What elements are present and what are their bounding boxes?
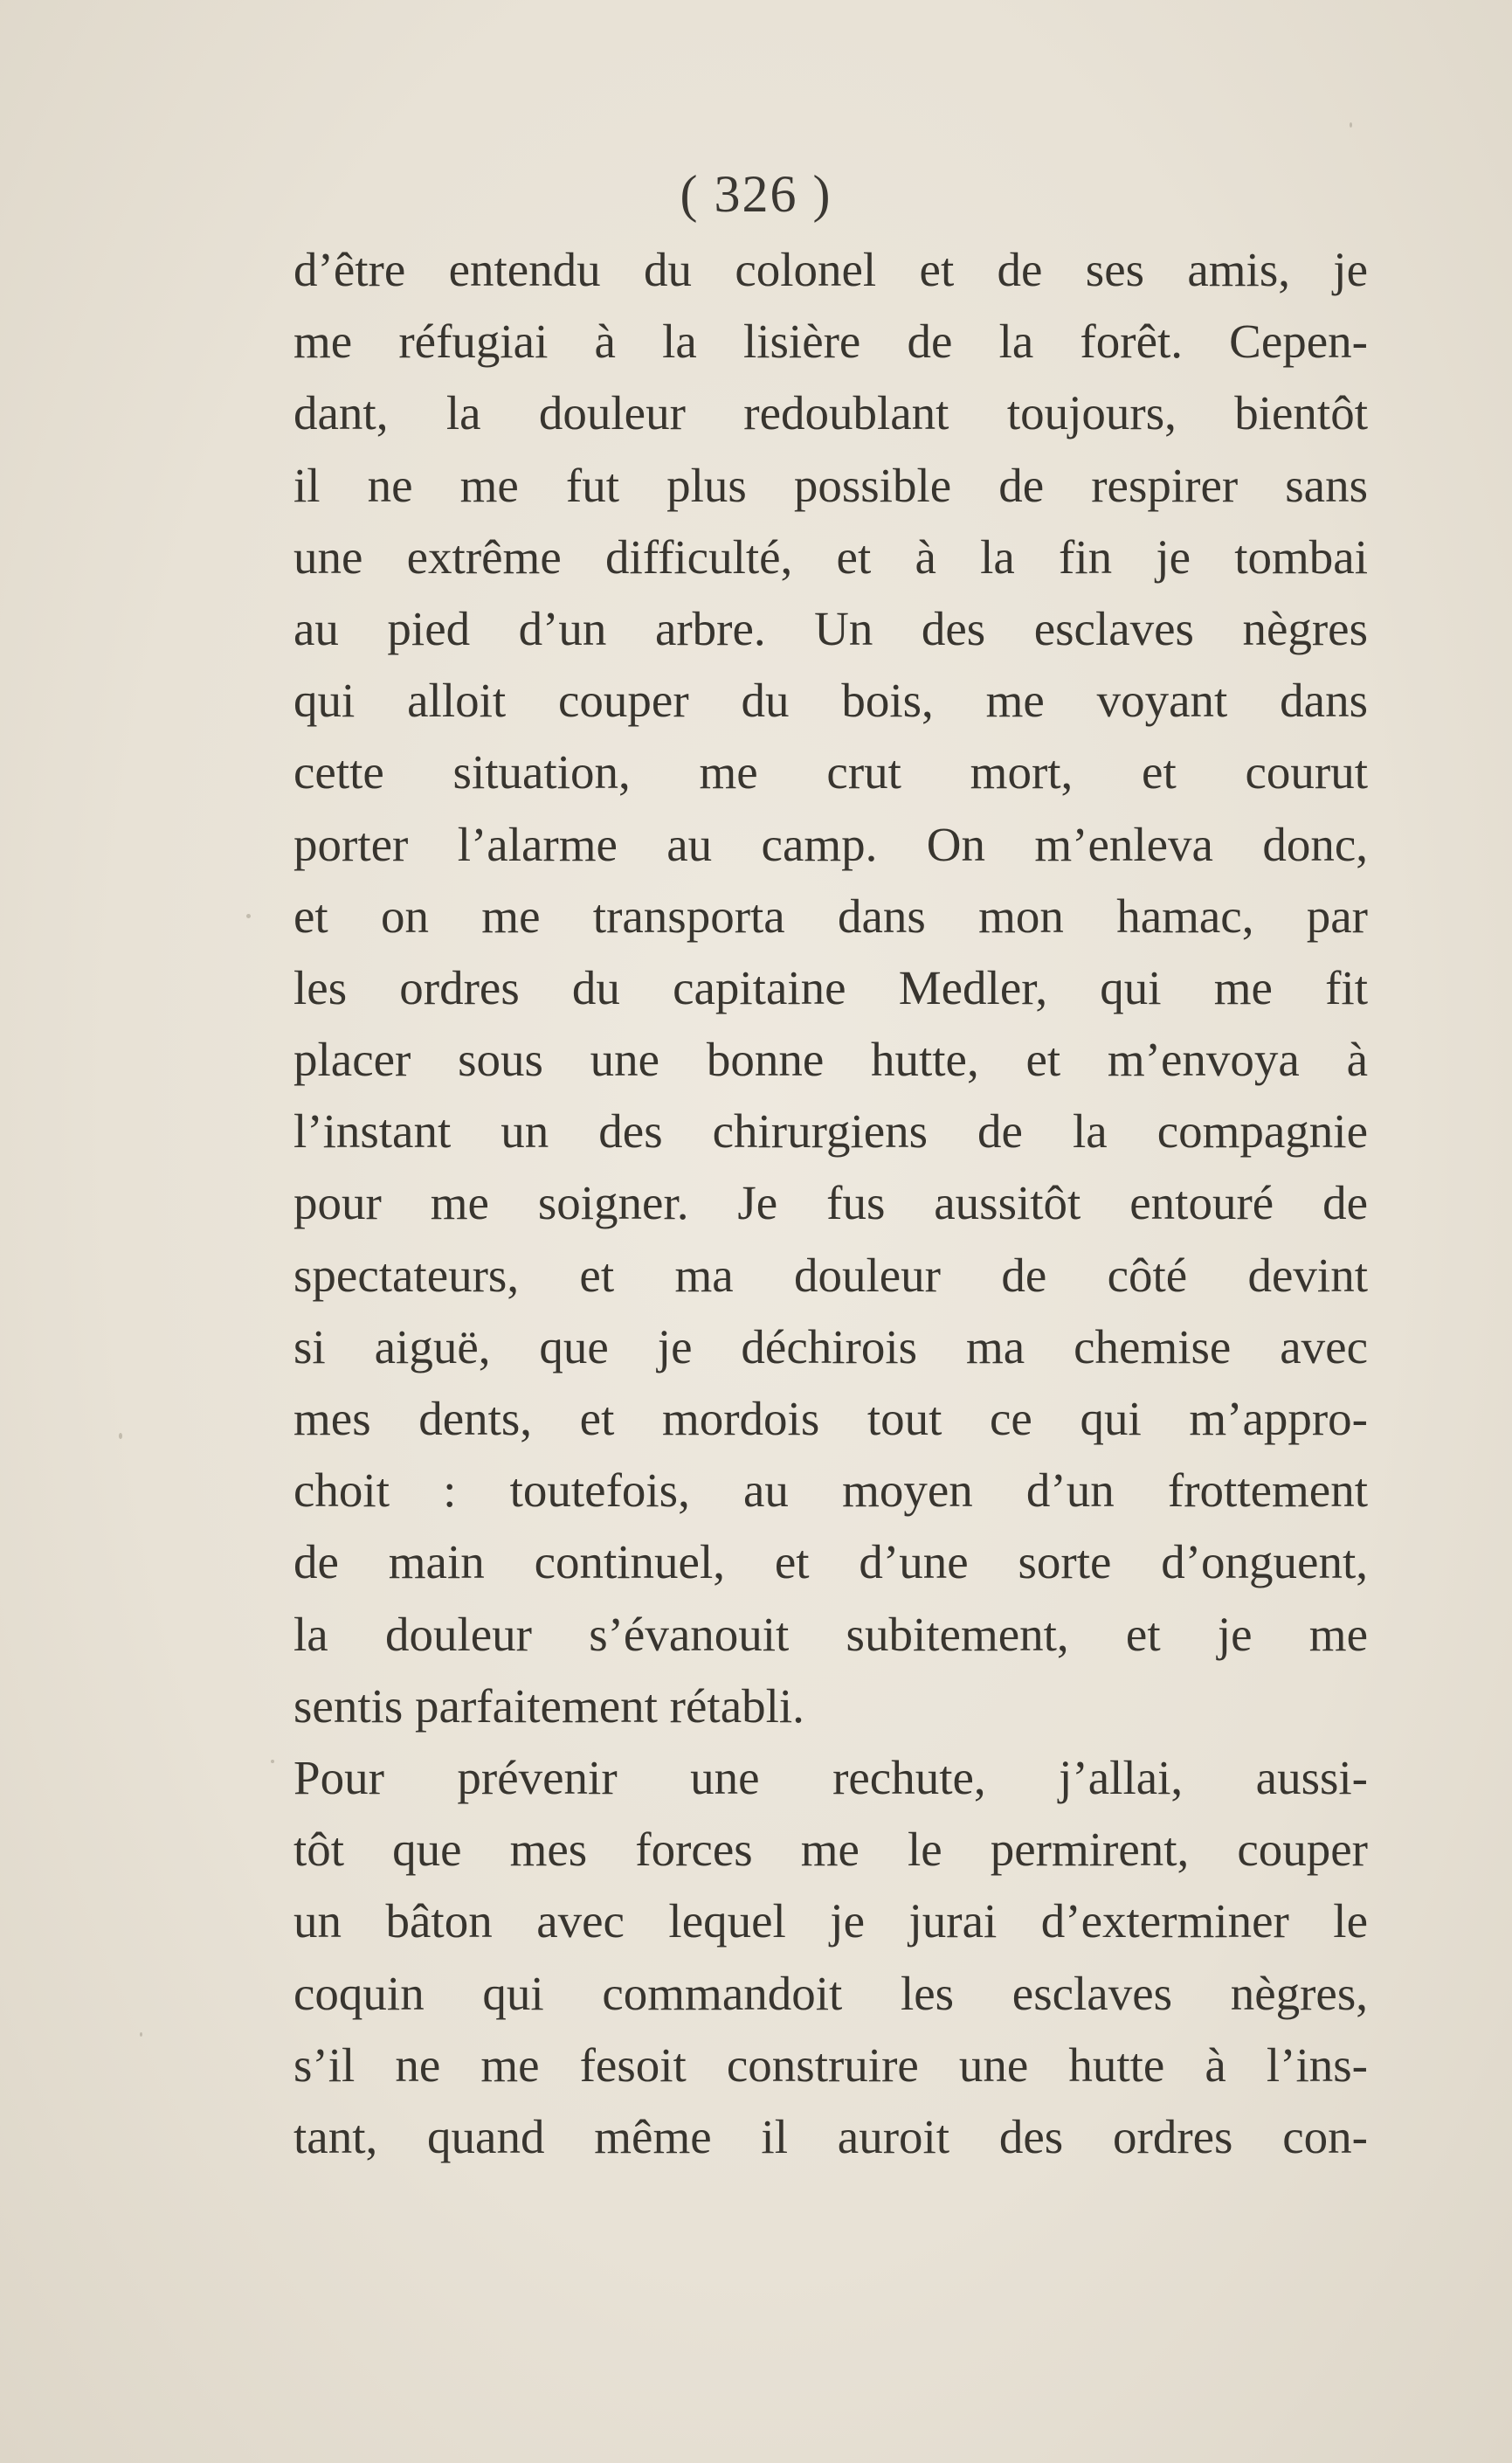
text-line: si aiguë, que je déchirois ma chemise avec <box>293 1319 1368 1373</box>
text-line: dant, la douleur redoublant toujours, bientôt <box>293 386 1368 440</box>
text-line: au pied d’un arbre. Un des esclaves nègres <box>293 601 1368 655</box>
text-line: spectateurs, et ma douleur de côté devint <box>293 1248 1368 1302</box>
text-line: l’instant un des chirurgiens de la compagnie <box>293 1104 1368 1159</box>
text-line: pour me soigner. Je fus aussitôt entouré de <box>293 1176 1368 1230</box>
paper-speck <box>1350 122 1352 128</box>
paper-speck <box>119 1433 122 1439</box>
text-line: mes dents, et mordois tout ce qui m’appro- <box>293 1392 1368 1445</box>
paper-speck <box>271 1760 274 1763</box>
text-line: de main continuel, et d’une sorte d’onguent, <box>293 1535 1368 1589</box>
body-text <box>293 234 1368 2173</box>
text-line: tôt que mes forces me le permirent, couper <box>293 1823 1368 1877</box>
text-line: cette situation, me crut mort, et courut <box>293 745 1368 799</box>
text-line: tant, quand même il auroit des ordres con- <box>293 2109 1368 2163</box>
text-line: les ordres du capitaine Medler, qui me fit <box>293 960 1368 1014</box>
text-line: il ne me fut plus possible de respirer sans <box>293 458 1368 512</box>
text-line: d’être entendu du colonel et de ses amis, je <box>293 243 1368 296</box>
paper-speck <box>246 914 251 918</box>
text-line: placer sous une bonne hutte, et m’envoya à <box>293 1033 1368 1087</box>
text-line: qui alloit couper du bois, me voyant dans <box>293 674 1368 728</box>
page-number: ( 326 ) <box>680 165 832 223</box>
text-line: me réfugiai à la lisière de la forêt. Cepen- <box>293 315 1368 369</box>
text-line: Pour prévenir une rechute, j’allai, aussi- <box>293 1750 1368 1804</box>
text-line: la douleur s’évanouit subitement, et je me <box>293 1607 1368 1661</box>
text-line: sentis parfaitement rétabli. <box>293 1678 804 1733</box>
paper-speck <box>140 2032 142 2037</box>
text-line: et on me transporta dans mon hamac, par <box>293 889 1368 943</box>
text-line: s’il ne me fesoit construire une hutte à l’ins- <box>293 2038 1368 2092</box>
text-line: une extrême difficulté, et à la fin je tombai <box>293 529 1368 584</box>
text-line: un bâton avec lequel je jurai d’exterminer le <box>293 1894 1368 1948</box>
text-line: choit : toutefois, au moyen d’un frottement <box>293 1463 1368 1518</box>
text-line: porter l’alarme au camp. On m’enleva donc, <box>293 817 1368 871</box>
text-line: coquin qui commandoit les esclaves nègres, <box>293 1966 1368 2020</box>
